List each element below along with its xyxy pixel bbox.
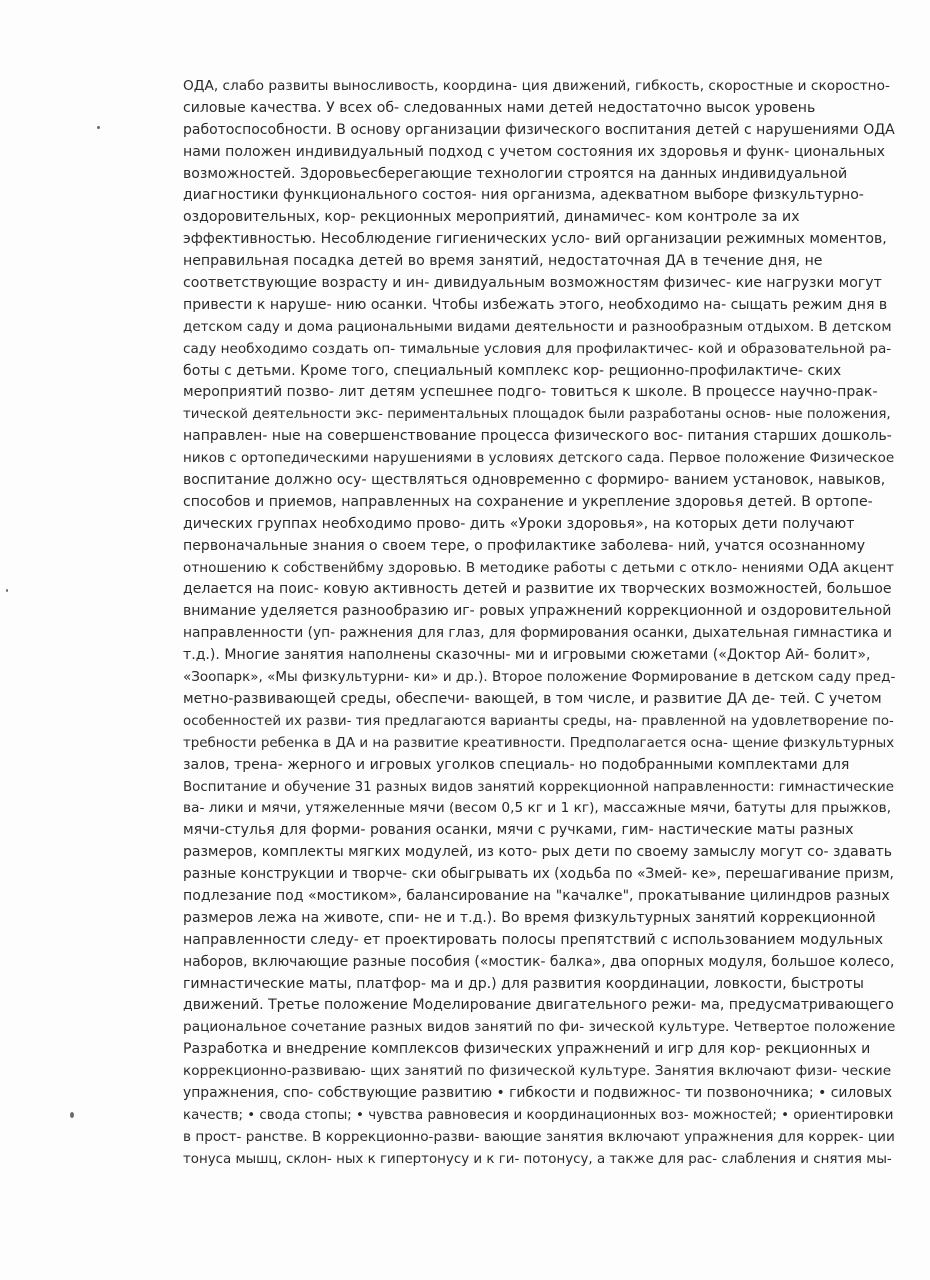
- text-line: оздоровительных, кор- рекционных мероприятий, динамичес- ком контроле за их: [183, 209, 800, 226]
- text-line: эффективностью. Несоблюдение гигиенических усло- вий организации режимных моментов,: [183, 231, 887, 248]
- text-line: т.д.). Многие занятия наполнены сказочны- ми и игровыми сюжетами («Доктор Ай- болит»,: [183, 647, 871, 664]
- text-line: диагностики функционального состоя- ния организма, адекватном выборе физкультурно-: [183, 187, 864, 204]
- text-line: в прост- ранстве. В коррекционно-разви- вающие занятия включают упражнения для коррек- ции: [183, 1128, 895, 1145]
- text-line: мероприятий позво- лит детям успешнее подго- товиться к школе. В процессе научно-прак-: [183, 384, 878, 401]
- text-line: требности ребенка в ДА и на развитие креативности. Предполагается осна- щение физкультурных: [183, 735, 895, 751]
- text-line: возможностей. Здоровьесберегающие технологии строятся на данных индивидуальной: [183, 165, 848, 182]
- text-line: боты с детьми. Кроме того, специальный комплекс кор- рещионно-профилактиче- ских: [183, 362, 842, 379]
- text-line: внимание уделяется разнообразию иг- ровых упражнений коррекционной и оздоровительной: [183, 603, 892, 620]
- text-line: гимнастические маты, платфор- ма и др.) для развития координации, ловкости, быстроты: [183, 975, 864, 992]
- text-line: воспитание должно осу- ществляться одновременно с формиро- ванием установок, навыков,: [183, 472, 886, 489]
- text-line: саду необходимо создать оп- тимальные условия для профилактичес- кой и образовательной ра-: [183, 340, 892, 357]
- text-line: Воспитание и обучение 31 разных видов занятий коррекционной направленности: гимнастические: [183, 779, 894, 795]
- text-line: размеров, комплекты мягких модулей, из кото- рых дети по своему замыслу могут со- здавать: [183, 844, 892, 861]
- text-line: силовые качества. У всех об- следованных нами детей недостаточно высок уровень: [183, 99, 816, 116]
- text-line: направленности (уп- ражнения для глаз, для формирования осанки, дыхательная гимнастика и: [183, 625, 892, 642]
- text-line: нами положен индивидуальный подход с учетом состояния их здоровья и функ- циональных: [183, 143, 885, 160]
- text-line: движений. Третье положение Моделирование двигательного режи- ма, предусматривающего: [183, 997, 894, 1014]
- text-line: подлезание под «мостиком», балансирование на "качалке", прокатывание цилиндров разных: [183, 887, 890, 904]
- text-line: привести к наруше- нию осанки. Чтобы избежать этого, необходимо на- сыщать режим дня в: [183, 296, 888, 313]
- text-line: дических группах необходимо прово- дить «Уроки здоровья», на которых дети получают: [183, 515, 855, 532]
- text-line: способов и приемов, направленных на сохранение и укрепление здоровья детей. В ортопе-: [183, 493, 873, 510]
- text-line: коррекционно-развиваю- щих занятий по физической культуре. Занятия включают физи- ческие: [183, 1063, 892, 1080]
- text-line: ва- лики и мячи, утяжеленные мячи (весом 0,5 кг и 1 кг), массажные мячи, батуты для прыжков,: [183, 800, 892, 817]
- text-line: упражнения, спо- собствующие развитию • гибкости и подвижнос- ти позвоночника; • силовых: [183, 1084, 893, 1101]
- body-text: [183, 76, 895, 1171]
- text-line: неправильная посадка детей во время занятий, недостаточная ДА в течение дня, не: [183, 253, 823, 270]
- scan-speck: [6, 589, 8, 592]
- text-line: «Зоопарк», «Мы физкультурни- ки» и др.). Второе положение Формирование в детском саду пред-: [183, 669, 896, 686]
- text-line: разные конструкции и творче- ски обыгрывать их (ходьба по «Змей- ке», перешагивание призм,: [183, 866, 894, 883]
- text-line: работоспособности. В основу организации физического воспитания детей с нарушениями ОДА: [183, 121, 895, 138]
- text-line: размеров лежа на животе, спи- не и т.д.). Во время физкультурных занятий коррекционной: [183, 909, 876, 926]
- text-line: соответствующие возрасту и ин- дивидуальным возможностям физичес- кие нагрузки могут: [183, 275, 882, 292]
- text-line: Разработка и внедрение комплексов физических упражнений и игр для кор- рекционных и: [183, 1041, 871, 1058]
- text-line: тической деятельности экс- периментальных площадок были разработаны основ- ные положения,: [183, 407, 891, 423]
- text-line: залов, трена- жерного и игровых уголков специаль- но подобранными комплектами для: [183, 756, 850, 773]
- text-line: первоначальные знания о своем тере, о профилактике заболева- ний, учатся осознанному: [183, 537, 866, 554]
- text-line: ников с ортопедическими нарушениями в условиях детского сада. Первое положение Физическое: [183, 450, 895, 467]
- text-line: ОДА, слабо развиты выносливость, координа- ция движений, гибкость, скоростные и скоростно-: [183, 78, 890, 94]
- text-line: направлен- ные на совершенствование процесса физического вос- питания старших дошколь-: [183, 428, 892, 445]
- text-line: рациональное сочетание разных видов занятий по фи- зической культуре. Четвертое положение: [183, 1019, 896, 1036]
- text-line: детском саду и дома рациональными видами деятельности и разнообразным отдыхом. В детском: [183, 318, 892, 335]
- text-line: метно-развивающей среды, обеспечи- вающей, в том числе, и развитие ДА де- тей. С учетом: [183, 690, 882, 707]
- text-line: направленности следу- ет проектировать полосы препятствий с использованием модульных: [183, 931, 884, 948]
- scan-speck: [70, 1112, 74, 1118]
- text-line: особенностей их разви- тия предлагаются варианты среды, на- правленной на удовлетворение по-: [183, 713, 894, 729]
- scan-speck: [97, 126, 100, 129]
- text-line: наборов, включающие разные пособия («мостик- балка», два опорных модуля, большое колесо,: [183, 953, 895, 970]
- text-line: мячи-стулья для форми- рования осанки, мячи с ручками, гим- настические маты разных: [183, 822, 854, 839]
- text-line: тонуса мышц, склон- ных к гипертонусу и к ги- потонусу, а также для рас- слабления и снятия мы-: [183, 1151, 892, 1167]
- text-line: отношению к собственйбму здоровью. В методике работы с детьми с откло- нениями ОДА акцент: [183, 559, 895, 576]
- text-line: делается на поис- ковую активность детей и развитие их творческих возможностей, большое: [183, 581, 892, 598]
- text-line: качеств; • свода стопы; • чувства равновесия и координационных воз- можностей; • ориентировки: [183, 1107, 894, 1123]
